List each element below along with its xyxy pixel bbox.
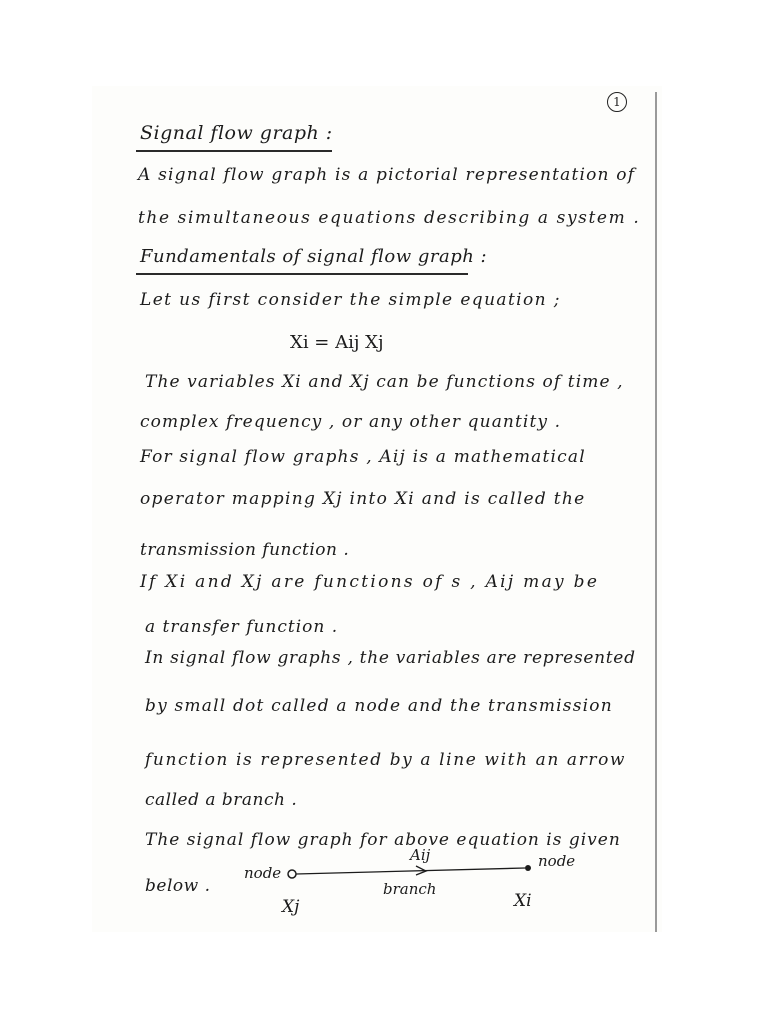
subheading-underline — [136, 273, 468, 275]
left-variable-label: Xj — [282, 897, 300, 917]
body-line-4: For signal flow graphs , Aij is a mathematical — [140, 447, 586, 467]
body-line-10: by small dot called a node and the transmission — [145, 696, 613, 716]
margin-line — [655, 92, 657, 932]
body-line-6: transmission function . — [140, 540, 350, 560]
heading-underline — [136, 150, 332, 152]
page-number: 1 — [607, 92, 627, 112]
body-line-14: below . — [145, 876, 211, 896]
body-line-11: function is represented by a line with an arrow — [145, 750, 627, 770]
body-line-8: a transfer function . — [145, 617, 339, 637]
body-line-5: operator mapping Xj into Xi and is called the — [140, 489, 586, 509]
signal-flow-graph-diagram — [230, 840, 590, 930]
body-line-1: Let us first consider the simple equation ; — [140, 290, 561, 310]
left-node-label: node — [244, 864, 282, 882]
right-variable-label: Xi — [514, 891, 532, 911]
body-line-13: The signal flow graph for above equation is given — [145, 830, 621, 850]
definition-line-1: A signal flow graph is a pictorial representation of — [138, 165, 636, 185]
body-line-3: complex frequency , or any other quantity . — [140, 412, 562, 432]
branch-line — [296, 868, 525, 874]
body-line-9: In signal flow graphs , the variables are represented — [145, 648, 636, 668]
subheading: Fundamentals of signal flow graph : — [140, 246, 488, 267]
right-node-label: node — [538, 852, 576, 870]
equation: Xi = Aij Xj — [290, 332, 384, 353]
body-line-2: The variables Xi and Xj can be functions of time , — [145, 372, 624, 392]
body-line-12: called a branch . — [145, 790, 298, 810]
left-node-dot — [288, 870, 296, 878]
body-line-7: If Xi and Xj are functions of s , Aij may be — [140, 572, 600, 592]
branch-gain-label: Aij — [410, 846, 431, 864]
heading: Signal flow graph : — [140, 122, 333, 144]
definition-line-2: the simultaneous equations describing a system . — [138, 208, 641, 228]
right-node-dot — [525, 865, 531, 871]
branch-label: branch — [383, 880, 437, 898]
